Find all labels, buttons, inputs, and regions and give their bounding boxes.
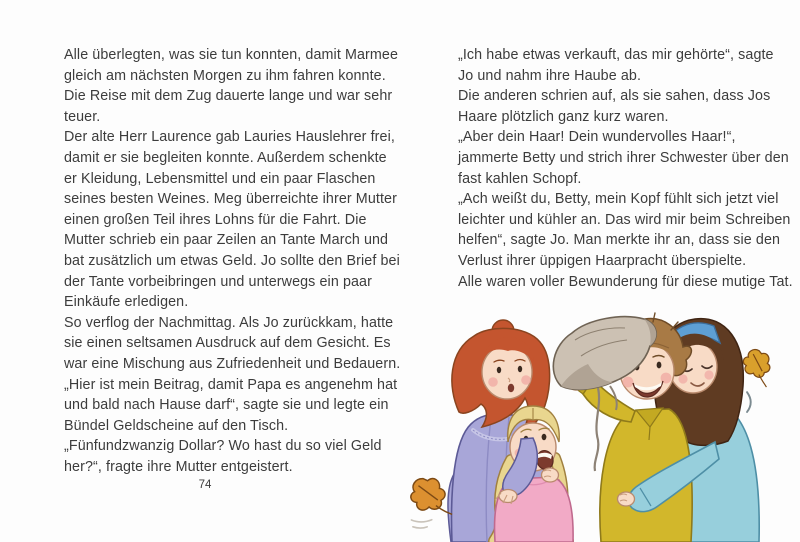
text-line: „Fünfundzwanzig Dollar? Wo hast du so viel Geld	[64, 438, 382, 455]
text-line: Jo und nahm ihre Haube ab.	[458, 67, 642, 84]
page-number: 74	[198, 479, 212, 491]
text-line: sie einen seltsamen Ausdruck auf dem Gesicht. Es	[64, 335, 391, 352]
left-page-text	[64, 45, 404, 477]
text-line: seines besten Weines. Meg überreichte ihrer Mutter	[64, 191, 397, 208]
text-line: Alle überlegten, was sie tun konnten, damit Marmee	[64, 47, 399, 63]
autumn-leaf-bottom-left	[403, 474, 453, 530]
text-line: damit er sie begleiten konnte. Außerdem schenkte	[64, 149, 387, 166]
text-line: gleich am nächsten Morgen zu ihm fahren konnte.	[64, 67, 386, 84]
text-line: Haare plötzlich ganz kurz waren.	[458, 108, 669, 125]
text-line: teuer.	[64, 108, 101, 125]
text-line: war eine Mischung aus Zufriedenheit und Bedauern.	[64, 355, 401, 372]
text-line: Bündel Geldscheine auf den Tisch.	[64, 417, 289, 434]
text-line: bat zusätzlich um etwas Geld. Jo sollte den Brief bei	[64, 252, 400, 269]
text-line: leichter und kühler an. Das wird mir beim Schreiben	[458, 211, 791, 228]
text-line: er Kleidung, Lebensmittel und ein paar Flaschen	[64, 170, 376, 187]
text-line: „Hier ist mein Beitrag, damit Papa es angenehm hat	[64, 376, 398, 393]
text-line: einen großen Teil ihres Lohns für die Fahrt. Die	[64, 211, 367, 228]
text-line: „Ach weißt du, Betty, mein Kopf fühlt sich jetzt viel	[458, 191, 779, 208]
text-line: „Ich habe etwas verkauft, das mir gehörte“, sagte	[458, 47, 774, 63]
text-line: Einkäufe erledigen.	[64, 294, 189, 311]
text-line: der Tante vorbeibringen und unterwegs ein paar	[64, 273, 372, 290]
text-line: fast kahlen Schopf.	[458, 170, 582, 187]
sisters-illustration	[395, 290, 800, 542]
text-line: Verlust ihrer üppigen Haarpracht überspielte.	[458, 252, 747, 269]
text-line: Alle waren voller Bewunderung für diese mutige Tat.	[458, 273, 793, 290]
text-line: Die Reise mit dem Zug dauerte lange und war sehr	[64, 88, 393, 105]
redhead-hand	[499, 490, 517, 503]
text-line: und bald nach Hause darf“, sagte sie und legte ein	[64, 397, 389, 414]
text-line: jammerte Betty und strich ihrer Schwester über den	[458, 149, 789, 166]
text-line: Mutter schrieb ein paar Zeilen an Tante March und	[64, 232, 389, 249]
right-page-text	[458, 45, 798, 292]
text-line: her?“, fragte ihre Mutter entgeistert.	[64, 458, 293, 475]
text-line: helfen“, sagte Jo. Man merkte ihr an, dass sie den	[458, 232, 781, 249]
text-line: Der alte Herr Laurence gab Lauries Hauslehrer frei,	[64, 129, 395, 146]
text-line: Die anderen schrien auf, als sie sahen, dass Jos	[458, 88, 771, 105]
text-line: „Aber dein Haar! Dein wundervolles Haar!“,	[458, 129, 736, 146]
text-line: So verflog der Nachmittag. Als Jo zurückkam, hatte	[64, 314, 394, 331]
